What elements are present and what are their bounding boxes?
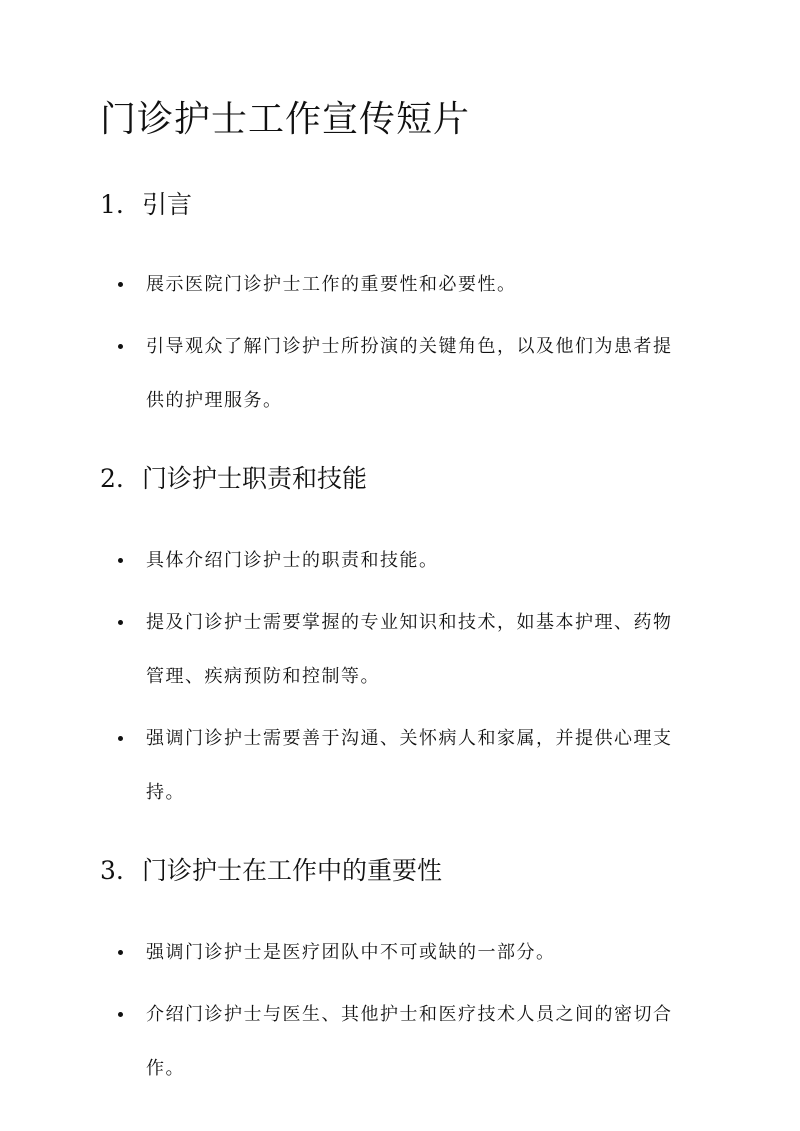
section-duties-skills bbox=[100, 462, 690, 820]
bullet-text: 提及门诊护士需要掌握的专业知识和技术，如基本护理、药物管理、疾病预防和控制等。 bbox=[146, 612, 673, 687]
list-item bbox=[100, 534, 690, 588]
bullet-icon bbox=[118, 344, 123, 349]
list-item bbox=[100, 988, 690, 1096]
bullet-icon bbox=[118, 950, 123, 955]
bullet-list bbox=[100, 258, 690, 428]
list-item bbox=[100, 258, 690, 312]
section-number: 2. bbox=[100, 464, 124, 493]
list-item bbox=[100, 596, 690, 704]
bullet-text: 具体介绍门诊护士的职责和技能。 bbox=[146, 550, 439, 571]
section-heading bbox=[100, 462, 690, 496]
bullet-text: 引导观众了解门诊护士所扮演的关键角色，以及他们为患者提供的护理服务。 bbox=[146, 336, 673, 411]
bullet-text: 展示医院门诊护士工作的重要性和必要性。 bbox=[146, 274, 517, 295]
bullet-list bbox=[100, 926, 690, 1096]
section-heading bbox=[100, 854, 690, 888]
bullet-icon bbox=[118, 1012, 123, 1017]
bullet-list bbox=[100, 534, 690, 820]
section-introduction bbox=[100, 188, 690, 428]
bullet-icon bbox=[118, 558, 123, 563]
section-number: 1. bbox=[100, 190, 124, 219]
section-number: 3. bbox=[100, 856, 124, 885]
document-title: 门诊护士工作宣传短片 bbox=[100, 99, 471, 140]
section-importance bbox=[100, 854, 690, 1096]
bullet-icon bbox=[118, 620, 123, 625]
bullet-text: 强调门诊护士需要善于沟通、关怀病人和家属，并提供心理支持。 bbox=[146, 728, 673, 803]
bullet-icon bbox=[118, 282, 123, 287]
list-item bbox=[100, 926, 690, 980]
section-title: 门诊护士在工作中的重要性 bbox=[142, 856, 443, 885]
bullet-icon bbox=[118, 736, 123, 741]
bullet-text: 强调门诊护士是医疗团队中不可或缺的一部分。 bbox=[146, 942, 556, 963]
list-item bbox=[100, 712, 690, 820]
section-heading bbox=[100, 188, 690, 222]
bullet-text: 介绍门诊护士与医生、其他护士和医疗技术人员之间的密切合作。 bbox=[146, 1004, 673, 1079]
section-title: 引言 bbox=[142, 190, 193, 219]
list-item bbox=[100, 320, 690, 428]
section-title: 门诊护士职责和技能 bbox=[142, 464, 368, 493]
